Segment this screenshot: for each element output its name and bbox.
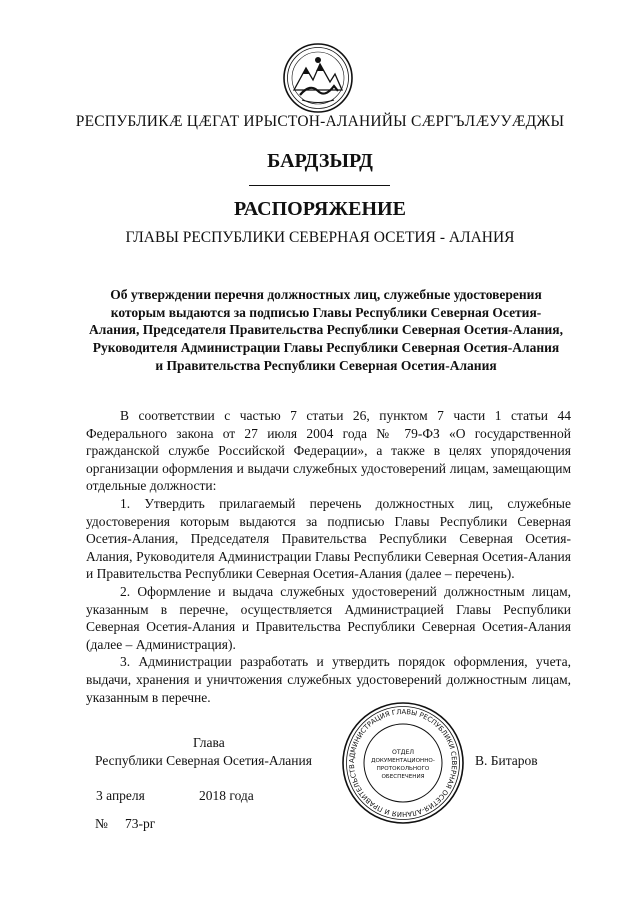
- document-number-label: №: [95, 816, 108, 831]
- header-divider: [249, 185, 390, 186]
- paragraph-item-2: 2. Оформление и выдача служебных удостоверений должностным лицам, указанным в перечне, осуществляется Администрацией Главы Республики Северная Осетия-Алания и Правительства Республики Северная Осетия-Алания (далее – Администрация).: [86, 583, 571, 652]
- document-number: 73-рг: [125, 816, 156, 831]
- stamp-outer-text: АДМИНИСТРАЦИЯ ГЛАВЫ РЕСПУБЛИКИ СЕВЕРНАЯ ОСЕТИЯ-АЛАНИЯ И ПРАВИТЕЛЬСТВ: [347, 707, 459, 819]
- official-stamp-icon: [340, 700, 466, 826]
- issuer-subtitle: ГЛАВЫ РЕСПУБЛИКИ СЕВЕРНАЯ ОСЕТИЯ - АЛАНИЯ: [125, 229, 515, 246]
- coat-of-arms-icon: [282, 42, 354, 114]
- paragraph-item-1: 1. Утвердить прилагаемый перечень должностных лиц, служебные удостоверения которым выдаются за подписью Главы Республики Северная Осетия-Алания, Председателя Правительства Республики Северная Осетия-Алания, Руководителя Администрации Главы Республики Северная Осетия-Алания и Правительства Республики Северная Осетия-Алания (далее – перечень).: [86, 495, 571, 582]
- svg-text:ДОКУМЕНТАЦИОННО-: ДОКУМЕНТАЦИОННО-: [371, 758, 435, 764]
- republic-name-ossetian: РЕСПУБЛИКӔ ЦӔГАТ ИРЫСТОН-АЛАНИЙЫ СӔРГЪЛӔУУӔДЖЫ: [75, 113, 565, 130]
- document-type-russian: РАСПОРЯЖЕНИЕ: [234, 198, 406, 220]
- svg-text:ОБЕСПЕЧЕНИЯ: ОБЕСПЕЧЕНИЯ: [381, 774, 425, 780]
- document-type-ossetian: БАРДЗЫРД: [267, 150, 373, 172]
- paragraph-preamble: В соответствии с частью 7 статьи 26, пунктом 7 части 1 статьи 44 Федерального закона от 27 июля 2004 года № 79-ФЗ «О государственной гражданской службе Российской Федерации», а также в целях упорядочения организации оформления и выдачи служебных удостоверений лицам, замещающим отдельные должности:: [86, 408, 571, 494]
- signatory-name: В. Битаров: [475, 753, 538, 768]
- svg-text:ОТДЕЛ: ОТДЕЛ: [391, 749, 415, 756]
- signatory-position-line1: Глава: [193, 735, 225, 750]
- paragraph-item-3: 3. Администрации разработать и утвердить порядок оформления, учета, выдачи, хранения и уничтожения служебных удостоверений должностным лицам, указанным в перечне.: [86, 654, 571, 705]
- document-date-day: 3 апреля: [96, 788, 145, 803]
- svg-text:ПРОТОКОЛЬНОГО: ПРОТОКОЛЬНОГО: [376, 766, 430, 772]
- document-heading: Об утверждении перечня должностных лиц, служебные удостоверения которым выдаются за подписью Главы Республики Северная Осетия-Алания, Председателя Правительства Республики Северная Осетия-Алания, Руководителя Администрации Главы Республики Северная Осетия-Алания и Правительства Республики Северная Осетия-Алания: [89, 287, 563, 373]
- document-body: [86, 407, 571, 706]
- document-date-year: 2018 года: [199, 788, 254, 803]
- signatory-position-line2: Республики Северная Осетия-Алания: [95, 753, 312, 768]
